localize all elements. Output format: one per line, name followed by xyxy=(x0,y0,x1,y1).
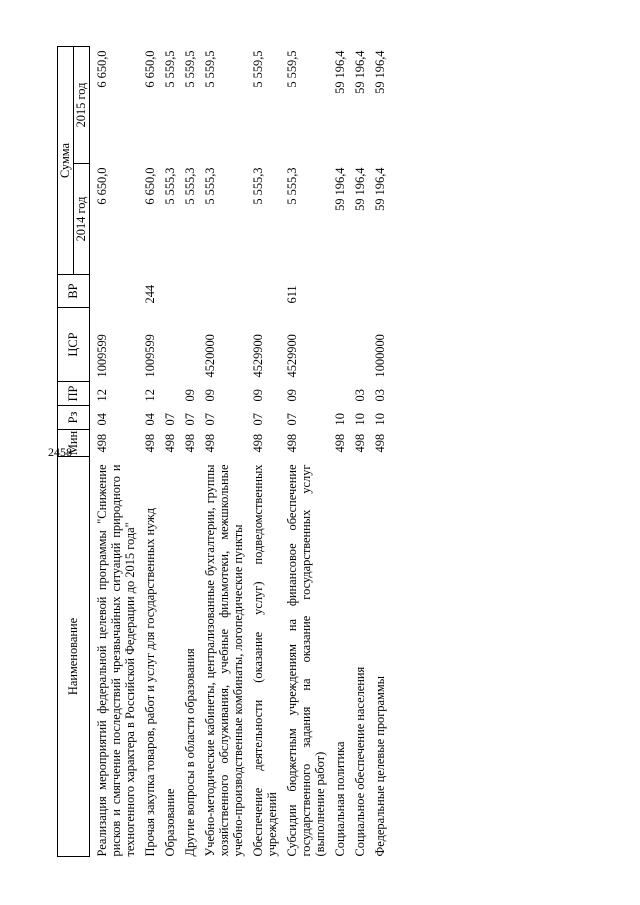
cell-y2014: 5 555,3 xyxy=(163,167,177,205)
cell-name: Федеральные целевые программы xyxy=(373,675,387,857)
cell-vr xyxy=(157,275,177,308)
cell-name: Другие вопросы в области образования xyxy=(183,648,197,857)
table-row xyxy=(90,47,138,857)
cell-pr: 12 xyxy=(95,389,109,402)
table-row xyxy=(245,47,279,857)
cell-name: Реализация мероприятий федеральной целевой программы "Снижение рисков и смягчение последствий чрезвычайных ситуаций природного и техногенного характера в Российской Федерации до 2015 года" xyxy=(95,464,137,857)
cell-y2014: 5 555,3 xyxy=(251,167,265,205)
cell-pr: 03 xyxy=(373,389,387,402)
header-vr: ВР xyxy=(58,275,90,308)
cell-vr xyxy=(245,275,279,308)
cell-rz: 07 xyxy=(163,413,177,426)
cell-name: Образование xyxy=(163,788,177,857)
cell-csr xyxy=(157,308,177,382)
header-2014: 2014 год xyxy=(74,164,90,275)
cell-vr xyxy=(327,275,347,308)
cell-csr xyxy=(177,308,197,382)
budget-table xyxy=(57,46,387,857)
cell-min: 498 xyxy=(333,433,347,453)
cell-csr: 1009599 xyxy=(143,334,157,378)
cell-name: Социальная политика xyxy=(333,741,347,857)
cell-rz: 10 xyxy=(333,413,347,426)
cell-vr xyxy=(197,275,245,308)
table-row xyxy=(279,47,327,857)
cell-min: 498 xyxy=(251,433,265,453)
cell-rz: 07 xyxy=(183,413,197,426)
cell-y2015: 5 559,5 xyxy=(163,50,177,88)
cell-y2015: 59 196,4 xyxy=(373,50,387,94)
table-row xyxy=(367,47,387,857)
cell-name: Учебно-методические кабинеты, централизованные бухгалтерии, группы хозяйственного обслуживания, учебные фильмотеки, межшкольные учебно-производственные комбинаты, логопедические пункты xyxy=(203,464,245,857)
cell-y2014: 59 196,4 xyxy=(333,167,347,211)
cell-y2014: 5 555,3 xyxy=(183,167,197,205)
cell-pr: 09 xyxy=(285,389,299,402)
cell-name: Социальное обеспечение населения xyxy=(353,666,367,857)
cell-min: 498 xyxy=(373,433,387,453)
header-2015: 2015 год xyxy=(74,47,90,164)
cell-name: Субсидии бюджетным учреждениям на финансовое обеспечение государственного задания на оказание государственных услуг (выполнение работ) xyxy=(285,464,327,857)
cell-vr xyxy=(90,275,138,308)
header-pr: ПР xyxy=(58,382,90,406)
header-sum: Сумма xyxy=(58,47,74,275)
cell-csr: 4520000 xyxy=(203,334,217,378)
cell-vr xyxy=(177,275,197,308)
cell-pr xyxy=(157,382,177,406)
cell-y2015: 5 559,5 xyxy=(251,50,265,88)
cell-y2014: 5 555,3 xyxy=(203,167,217,205)
cell-min: 498 xyxy=(95,433,109,453)
header-rz: Рз xyxy=(58,406,90,430)
cell-y2014: 6 650,0 xyxy=(95,167,109,205)
cell-pr: 12 xyxy=(143,389,157,402)
cell-min: 498 xyxy=(203,433,217,453)
cell-min: 498 xyxy=(353,433,367,453)
cell-y2015: 6 650,0 xyxy=(143,50,157,88)
table-row xyxy=(347,47,367,857)
cell-y2015: 6 650,0 xyxy=(95,50,109,88)
header-name: Наименование xyxy=(58,457,90,857)
cell-y2015: 5 559,5 xyxy=(203,50,217,88)
table-row xyxy=(327,47,347,857)
cell-y2014: 5 555,3 xyxy=(285,167,299,205)
header-csr: ЦСР xyxy=(58,308,90,382)
cell-rz: 10 xyxy=(353,413,367,426)
cell-min: 498 xyxy=(163,433,177,453)
cell-csr: 4529900 xyxy=(285,334,299,378)
cell-min: 498 xyxy=(285,433,299,453)
table-row xyxy=(177,47,197,857)
cell-rz: 04 xyxy=(143,413,157,426)
cell-rz: 07 xyxy=(251,413,265,426)
cell-vr: 244 xyxy=(143,284,157,304)
cell-csr: 1000000 xyxy=(373,334,387,378)
cell-pr xyxy=(327,382,347,406)
cell-rz: 04 xyxy=(95,413,109,426)
cell-vr xyxy=(367,275,387,308)
header-min: Мин xyxy=(58,430,90,457)
cell-y2014: 59 196,4 xyxy=(373,167,387,211)
table-row xyxy=(137,47,157,857)
cell-name: Прочая закупка товаров, работ и услуг для государственных нужд xyxy=(143,507,157,857)
cell-csr: 1009599 xyxy=(95,334,109,378)
cell-csr xyxy=(327,308,347,382)
cell-pr: 09 xyxy=(183,389,197,402)
cell-y2015: 59 196,4 xyxy=(333,50,347,94)
table-row xyxy=(197,47,245,857)
table-body xyxy=(90,47,388,857)
cell-min: 498 xyxy=(143,433,157,453)
cell-y2014: 59 196,4 xyxy=(353,167,367,211)
cell-pr: 09 xyxy=(203,389,217,402)
cell-vr xyxy=(347,275,367,308)
cell-csr: 4529900 xyxy=(251,334,265,378)
cell-rz: 10 xyxy=(373,413,387,426)
cell-y2015: 5 559,5 xyxy=(285,50,299,88)
cell-rz: 07 xyxy=(285,413,299,426)
cell-pr: 09 xyxy=(251,389,265,402)
cell-csr xyxy=(347,308,367,382)
table-row xyxy=(157,47,177,857)
page-number: 2458 xyxy=(48,445,72,459)
cell-pr: 03 xyxy=(353,389,367,402)
cell-rz: 07 xyxy=(203,413,217,426)
cell-min: 498 xyxy=(183,433,197,453)
cell-y2014: 6 650,0 xyxy=(143,167,157,205)
cell-y2015: 59 196,4 xyxy=(353,50,367,94)
cell-name: Обеспечение деятельности (оказание услуг) подведомственных учреждений xyxy=(251,464,279,857)
cell-vr: 611 xyxy=(285,285,299,304)
cell-y2015: 5 559,5 xyxy=(183,50,197,88)
